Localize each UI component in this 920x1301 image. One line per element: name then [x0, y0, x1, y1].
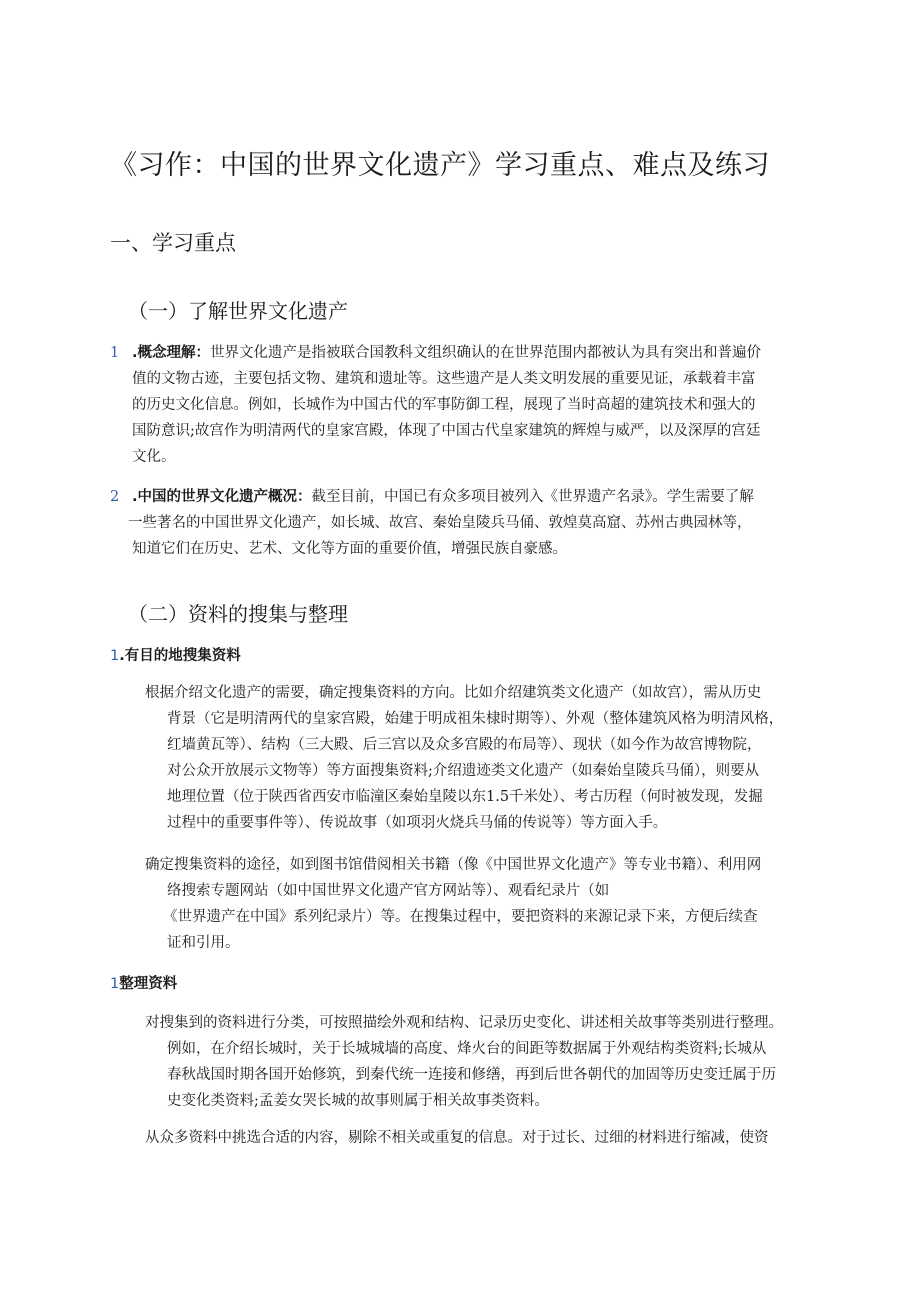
list-number: 1 — [110, 345, 120, 361]
text-line: 知道它们在历史、艺术、文化等方面的重要价值，增强民族自豪感。 — [132, 541, 567, 557]
list-item-text: 截至目前，中国已有众多项目被列入《世界遗产名录》。学生需要了解 — [311, 489, 754, 505]
text-line: 的历史文化信息。例如，长城作为中国古代的军事防御工程，展现了当时高超的建筑技术和强大的 — [132, 397, 756, 413]
text-line: 根据介绍文化遗产的需要，确定搜集资料的方向。比如介绍建筑类文化遗产（如故宫），需从历史 — [145, 685, 762, 701]
list-item-text: 世界文化遗产是指被联合国教科文组织确认的在世界范围内都被认为具有突出和普遍价 — [210, 345, 762, 361]
page-title: 《习作：中国的世界文化遗产》学习重点、难点及练习 — [110, 150, 770, 181]
paragraph-organize-select — [145, 1125, 825, 1151]
list-item-label: .中国的世界文化遗产概况： — [132, 489, 312, 505]
text-line: 背景（它是明清两代的皇家宫殿，始建于明成祖朱棣时期等）、外观（整体建筑风格为明清风格， — [167, 711, 784, 727]
text-line: 例如，在介绍长城时，关于长城城墙的高度、烽火台的间距等数据属于外观结构类资料;长城从 — [167, 1041, 767, 1057]
text-line: 文化。 — [132, 449, 176, 465]
text-line: 史变化类资料;孟姜女哭长城的故事则属于相关故事类资料。 — [167, 1093, 549, 1109]
list-item-label: .概念理解： — [132, 345, 211, 361]
list-number: 2 — [110, 489, 120, 505]
text-line: 地理位置（位于陕西省西安市临潼区秦始皇陵以东1.5千米处）、考古历程（何时被发现，发掘 — [167, 789, 763, 805]
text-line: 络搜索专题网站（如中国世界文化遗产官方网站等）、观看纪录片（如 — [167, 883, 610, 899]
part-number: 1 — [110, 976, 120, 992]
part-number: 1 — [110, 648, 120, 664]
paragraph-organize-classify — [145, 1010, 835, 1114]
list-item-concept — [110, 340, 810, 470]
part-label: 整理资料 — [119, 976, 178, 992]
subsection-heading-understand: （一）了解世界文化遗产 — [128, 299, 348, 323]
paragraph-collect-direction — [145, 680, 825, 836]
text-line: 一些著名的中国世界文化遗产，如长城、故宫、秦始皇陵兵马俑、敦煌莫高窟、苏州古典园林等， — [128, 515, 752, 531]
text-line: 证和引用。 — [167, 935, 240, 951]
section-heading-key-points: 一、学习重点 — [110, 231, 236, 255]
text-line: 红墙黄瓦等）、结构（三大殿、后三宫以及众多宫殿的布局等）、现状（如今作为故宫博物院， — [167, 737, 762, 753]
list-item-overview — [110, 484, 810, 562]
text-line: 过程中的重要事件等）、传说故事（如项羽火烧兵马俑的传说等）等方面入手。 — [167, 815, 668, 831]
part-heading-collect — [110, 643, 241, 669]
text-line: 对搜集到的资料进行分类，可按照描绘外观和结构、记录历史变化、讲述相关故事等类别进行整理。 — [145, 1015, 783, 1031]
subsection-heading-collect: （二）资料的搜集与整理 — [128, 602, 348, 626]
text-line: 对公众开放展示文物等）等方面搜集资料;介绍遗迹类文化遗产（如秦始皇陵兵马俑），则要从 — [167, 763, 760, 779]
text-line: 确定搜集资料的途径，如到图书馆借阅相关书籍（像《中国世界文化遗产》等专业书籍）、利用网 — [145, 857, 762, 873]
text-line: 春秋战国时期各国开始修筑，到秦代统一连接和修缮，再到后世各朝代的加固等历史变迁属于历 — [167, 1067, 776, 1083]
text-line: 《世界遗产在中国》系列纪录片）等。在搜集过程中，要把资料的来源记录下来，方便后续查 — [163, 909, 758, 925]
text-line: 从众多资料中挑选合适的内容，剔除不相关或重复的信息。对于过长、过细的材料进行缩减，使资 — [145, 1130, 769, 1146]
text-line: 国防意识;故宫作为明清两代的皇家宫殿，体现了中国古代皇家建筑的辉煌与威严，以及深厚的宫廷 — [132, 423, 761, 439]
text-line: 值的文物古迹，主要包括文物、建筑和遗址等。这些遗产是人类文明发展的重要见证，承载着丰富 — [132, 371, 756, 387]
paragraph-collect-channels — [145, 852, 825, 956]
part-heading-organize — [110, 971, 177, 997]
part-label: .有目的地搜集资料 — [119, 648, 241, 664]
